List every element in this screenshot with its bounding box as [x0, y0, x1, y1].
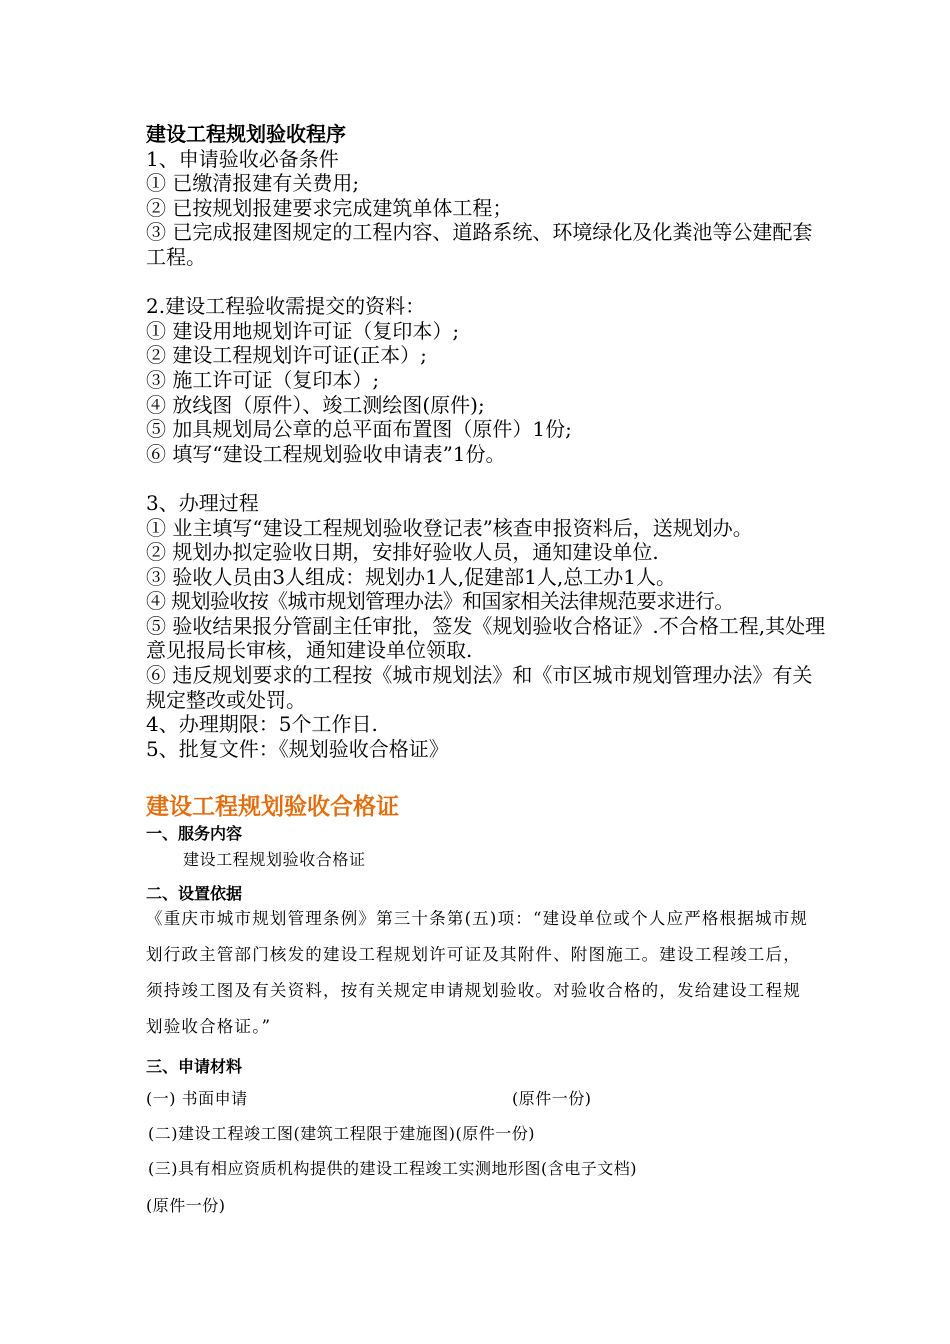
documents-heading: 2.建设工程验收需提交的资料：: [146, 294, 426, 319]
procedure-section: [146, 122, 826, 761]
document-item: ③ 施工许可证（复印本）;: [146, 367, 380, 392]
process-item: ② 规划办拟定验收日期，安排好验收人员，通知建设单位.: [146, 540, 659, 565]
process-item: ⑤ 验收结果报分管副主任审批，签发《规划验收合格证》.不合格工程,其处理意见报局长审核，通知建设单位领取.: [146, 613, 826, 663]
process-item: ③ 验收人员由3人组成：规划办1人,促建部1人,总工办1人。: [146, 564, 676, 589]
conditions-heading: 1、申请验收必备条件: [146, 146, 339, 171]
process-item: ⑥ 违反规划要求的工程按《城市规划法》和《市区城市规划管理办法》有关规定整改或处罚。: [146, 663, 813, 712]
document-item: ④ 放线图（原件）、竣工测绘图(原件);: [146, 392, 485, 417]
process-item: ④ 规划验收按《城市规划管理办法》和国家相关法律规范要求进行。: [146, 589, 734, 614]
approval-document-text: 5、批复文件：《规划验收合格证》: [146, 736, 449, 761]
document-item: ② 建设工程规划许可证(正本）;: [146, 343, 427, 368]
materials-heading: 三、申请材料: [146, 1057, 243, 1076]
condition-item: ③ 已完成报建图规定的工程内容、道路系统、环境绿化及化粪池等公建配套工程。: [146, 220, 813, 269]
document-item: ⑥ 填写“建设工程规划验收申请表”1份。: [146, 441, 506, 466]
document-item: ⑤ 加具规划局公章的总平面布置图（原件）1份;: [146, 417, 572, 442]
material-item: (二)建设工程竣工图(建筑工程限于建施图)(原件一份): [148, 1124, 535, 1143]
blank-line: [146, 466, 826, 491]
service-text: 建设工程规划验收合格证: [183, 850, 366, 869]
document-item: ① 建设用地规划许可证（复印本）;: [146, 318, 460, 343]
basis-heading: 二、设置依据: [146, 884, 243, 903]
certificate-title: 建设工程规划验收合格证: [146, 794, 399, 820]
condition-item: ② 已按规划报建要求完成建筑单体工程；: [146, 195, 513, 220]
material-item: (一) 书面申请: [146, 1089, 248, 1108]
material-note: (原件一份): [146, 1196, 226, 1215]
condition-item: ① 已缴清报建有关费用;: [146, 171, 360, 196]
material-note: (原件一份): [512, 1089, 592, 1108]
process-heading: 3、办理过程: [146, 490, 259, 515]
service-heading: 一、服务内容: [146, 824, 243, 843]
procedure-title: 建设工程规划验收程序: [146, 122, 346, 146]
basis-text: 《重庆市城市规划管理条例》第三十条第(五)项：“建设单位或个人应严格根据城市规划行政主管部门核发的建设工程规划许可证及其附件、附图施工。建设工程竣工后，须持竣工图及有关资料，按有关规定申请规划验收。对验收合格的，发给建设工程规划验收合格证。”: [146, 909, 809, 1036]
process-item: ① 业主填写“建设工程规划验收登记表”核查申报资料后，送规划办。: [146, 515, 753, 540]
deadline-text: 4、办理期限：5个工作日.: [146, 712, 378, 737]
blank-line: [146, 270, 826, 295]
material-item: (三)具有相应资质机构提供的建设工程竣工实测地形图(含电子文档): [148, 1159, 637, 1178]
